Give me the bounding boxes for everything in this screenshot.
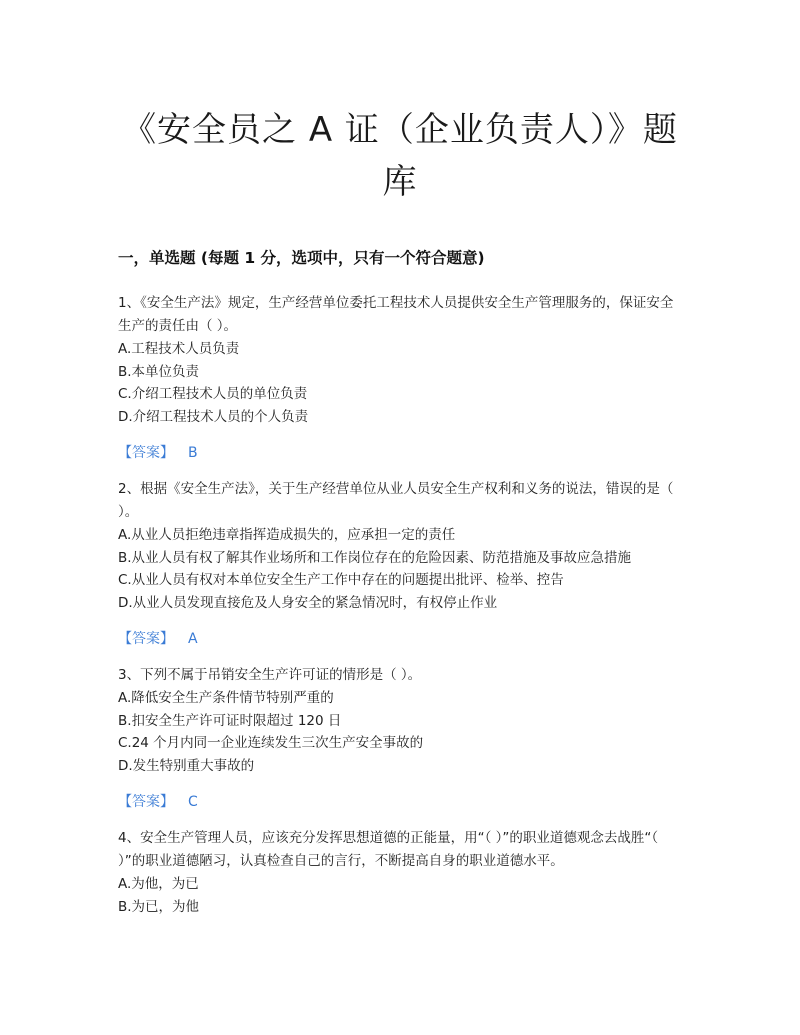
- answer-line: [118, 791, 680, 813]
- question-2: [118, 478, 680, 650]
- question-stem: 3、下列不属于吊销安全生产许可证的情形是（ ）。: [118, 667, 422, 683]
- answer-tag: 【答案】: [118, 631, 174, 647]
- question-list: [118, 292, 680, 918]
- question-option-b: B.本单位负责: [118, 363, 200, 380]
- question-option-c: C.从业人员有权对本单位安全生产工作中存在的问题提出批评、检举、控告: [118, 572, 564, 588]
- question-option-a: A.为他，为已: [118, 876, 199, 892]
- question-option-b: B.从业人员有权了解其作业场所和工作岗位存在的危险因素、防范措施及事故应急措施: [118, 549, 632, 566]
- question-option-c: C.介绍工程技术人员的单位负责: [118, 386, 308, 402]
- answer-tag: 【答案】: [118, 794, 174, 810]
- answer-line: [118, 628, 680, 650]
- question-option-a: A.工程技术人员负责: [118, 341, 240, 357]
- question-stem: 1、《安全生产法》规定，生产经营单位委托工程技术人员提供安全生产管理服务的，保证安全生产的责任由（ ）。: [118, 295, 674, 334]
- question-4: [118, 827, 680, 918]
- question-3: [118, 664, 680, 813]
- answer-line: [118, 442, 680, 464]
- question-option-a: A.从业人员拒绝违章指挥造成损失的，应承担一定的责任: [118, 527, 456, 543]
- answer-value: A: [188, 631, 198, 647]
- question-option-c: C.24 个月内同一企业连续发生三次生产安全事故的: [118, 735, 424, 751]
- question-option-d: D.从业人员发现直接危及人身安全的紧急情况时，有权停止作业: [118, 594, 498, 611]
- question-option-a: A.降低安全生产条件情节特别严重的: [118, 690, 334, 706]
- question-stem: 2、根据《安全生产法》，关于生产经营单位从业人员安全生产权利和义务的说法，错误的是（ ）。: [118, 481, 674, 520]
- question-1: [118, 292, 680, 464]
- question-option-b: B.扣安全生产许可证时限超过 120 日: [118, 712, 342, 729]
- answer-value: B: [188, 445, 198, 461]
- question-option-d: D.介绍工程技术人员的个人负责: [118, 408, 309, 425]
- section-heading: 一，单选题 (每题 1 分，选项中，只有一个符合题意): [118, 249, 485, 267]
- document-title: 《安全员之 A 证（企业负责人）》题库: [122, 110, 678, 202]
- question-option-d: D.发生特别重大事故的: [118, 757, 255, 774]
- question-stem: 4、安全生产管理人员，应该充分发挥思想道德的正能量，用“（ ）”的职业道德观念去战胜“（ ）”的职业道德陋习，认真检查自己的言行，不断提高自身的职业道德水平。: [118, 830, 659, 869]
- question-option-b: B.为已，为他: [118, 898, 200, 915]
- answer-tag: 【答案】: [118, 445, 174, 461]
- answer-value: C: [188, 794, 198, 810]
